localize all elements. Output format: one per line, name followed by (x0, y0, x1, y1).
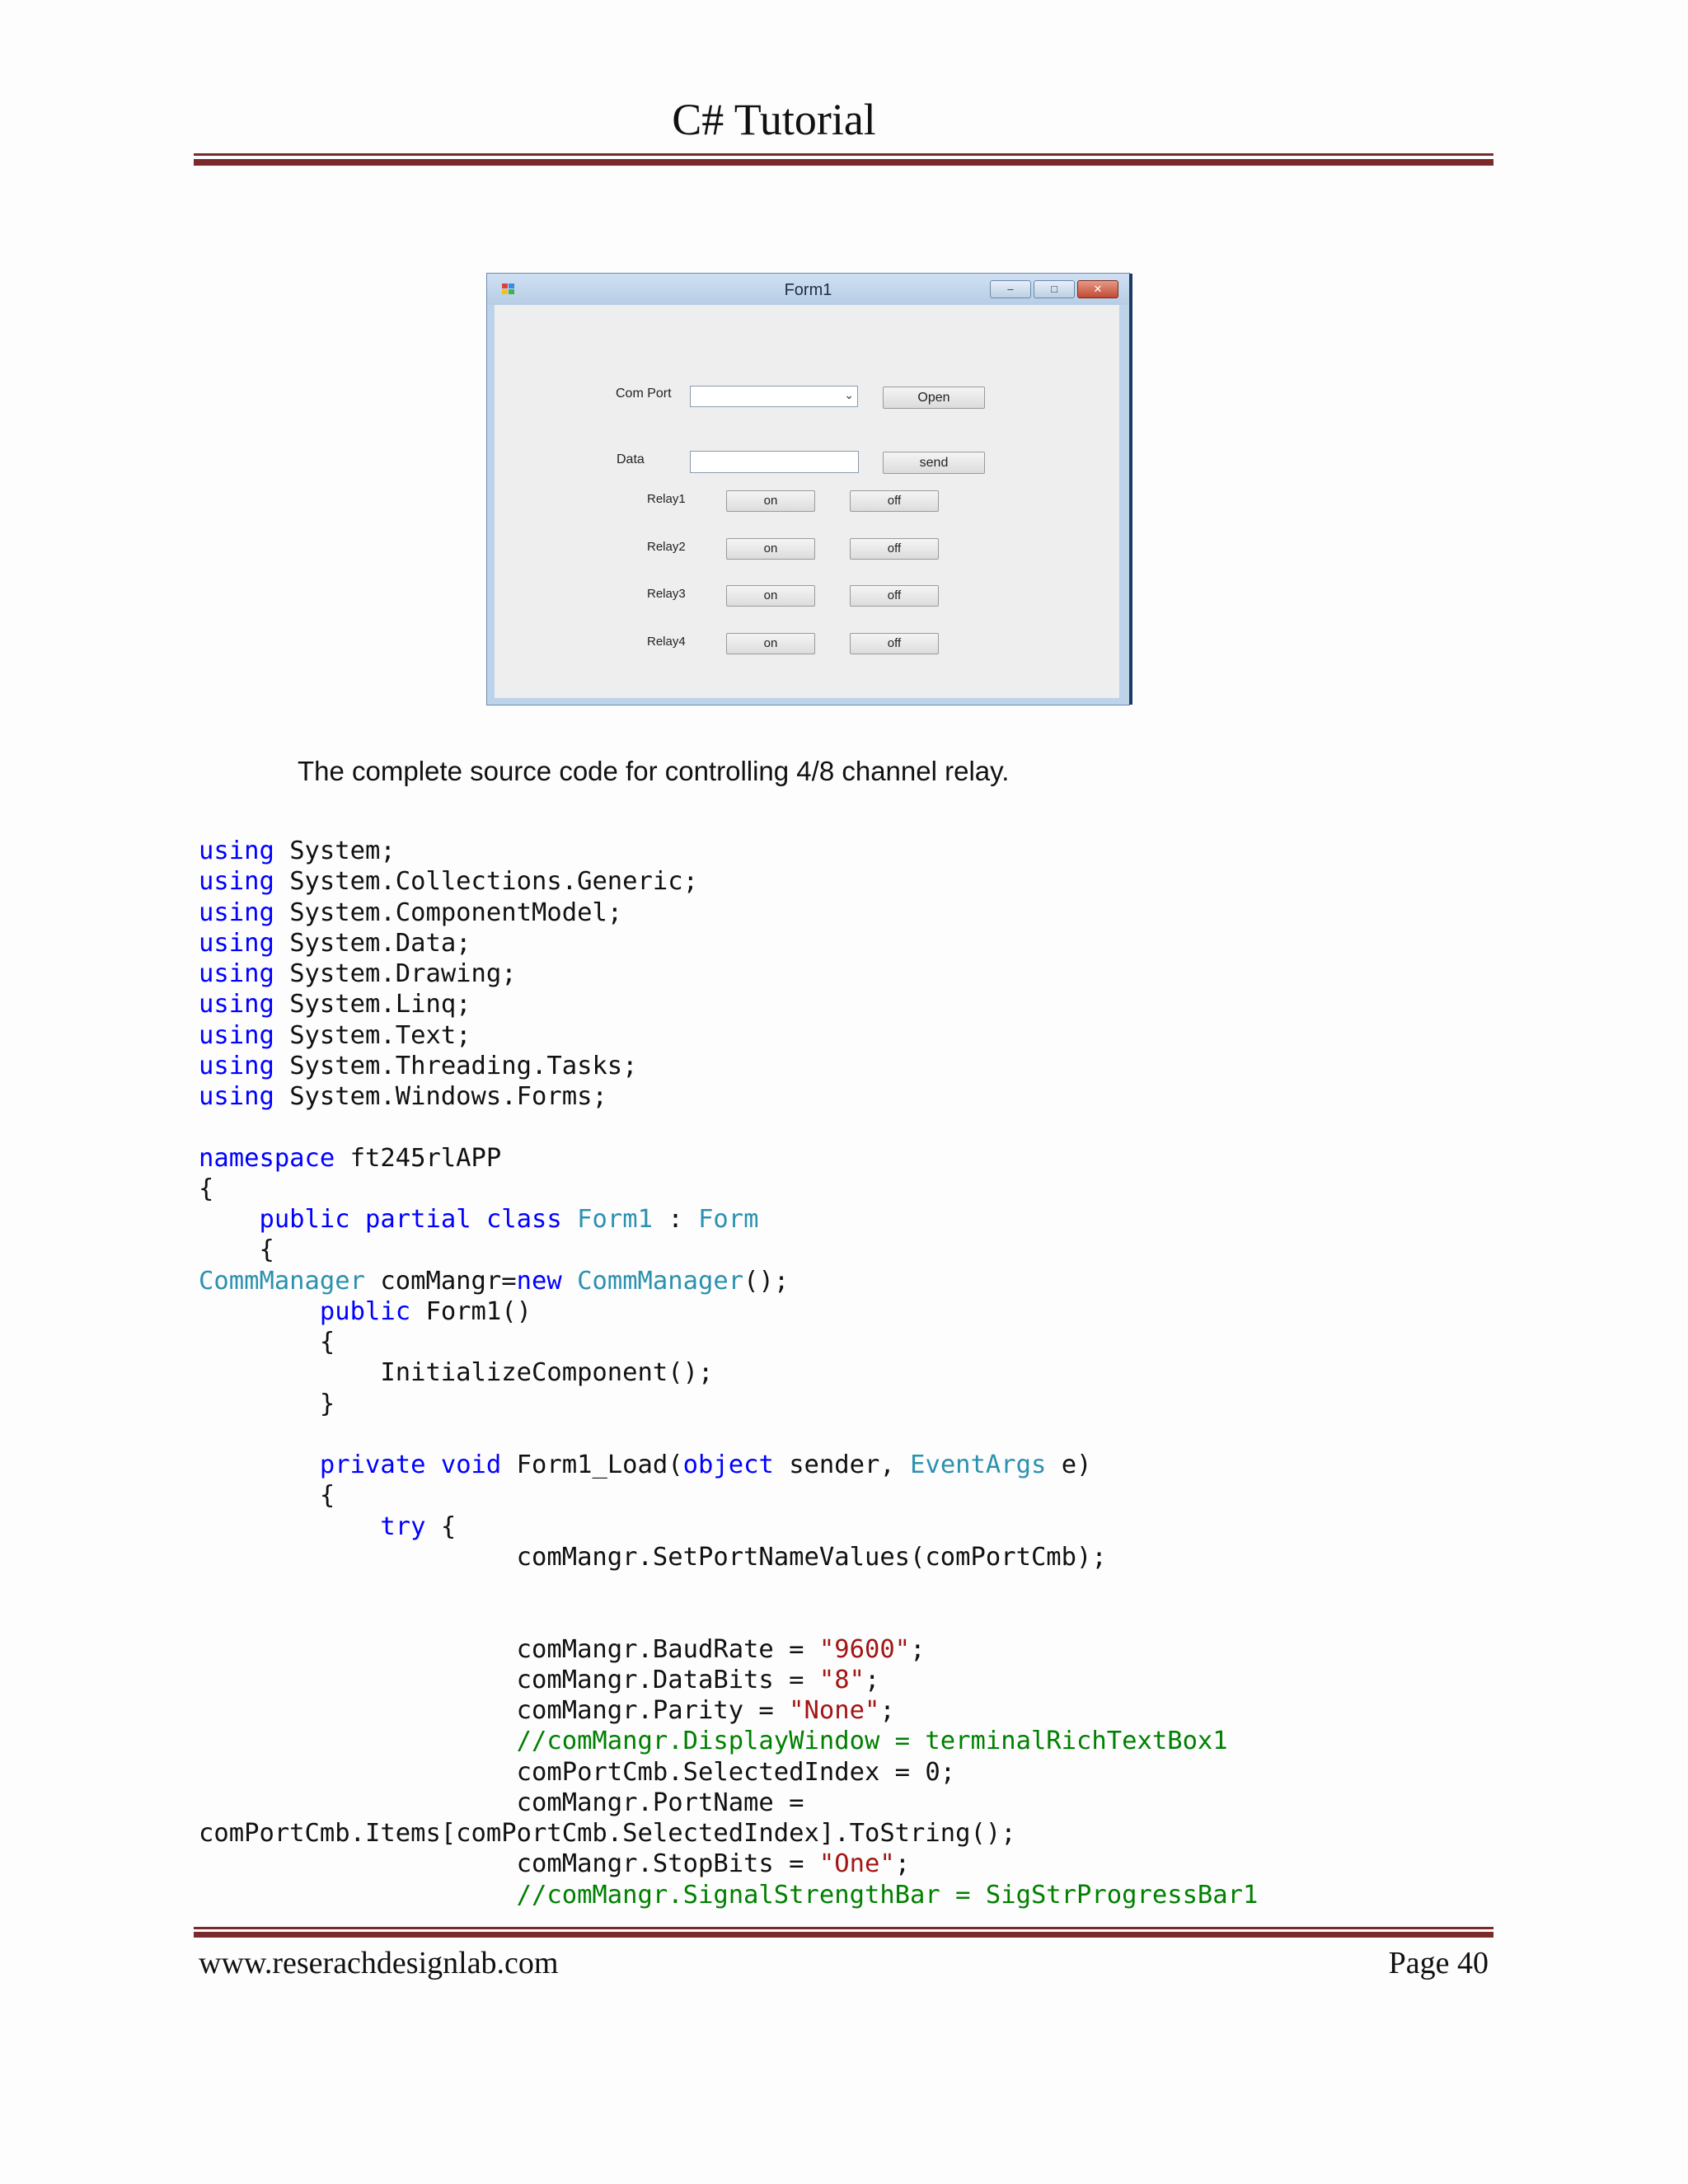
code-token: using (199, 1051, 274, 1080)
code-line (199, 1020, 1258, 1051)
com-port-label: Com Port (616, 387, 672, 401)
data-input[interactable] (690, 451, 859, 473)
code-token: //comMangr.DisplayWindow = terminalRichTextBox1 (199, 1727, 1228, 1756)
code-line (199, 1112, 1258, 1142)
data-label: Data (617, 452, 645, 466)
code-line (199, 1726, 1258, 1756)
code-token: InitializeComponent(); (199, 1358, 714, 1388)
code-token (350, 1205, 365, 1234)
code-line (199, 1266, 1258, 1296)
relay-label: Relay4 (647, 635, 686, 649)
code-line (199, 1450, 1258, 1480)
code-line (199, 1572, 1258, 1603)
code-token (425, 1451, 440, 1479)
code-token: { (199, 1328, 335, 1357)
code-token: (); (743, 1266, 790, 1296)
code-token: e) (1046, 1451, 1092, 1479)
code-token (471, 1205, 486, 1234)
code-token: comMangr= (365, 1266, 517, 1296)
relay-off-button[interactable]: off (850, 585, 939, 607)
code-token (562, 1267, 577, 1296)
code-line (199, 1174, 1258, 1204)
code-token: using (199, 1082, 274, 1111)
code-token: System.Collections.Generic; (274, 867, 698, 897)
relay-on-button[interactable]: on (726, 585, 815, 607)
relay-on-button[interactable]: on (726, 538, 815, 560)
window-client-area (495, 305, 1119, 698)
footer-page-number: Page 40 (1388, 1946, 1489, 1980)
close-button[interactable]: ✕ (1077, 280, 1118, 298)
window-edge (1129, 274, 1132, 705)
code-token: partial (365, 1205, 471, 1234)
code-token: comPortCmb.SelectedIndex = 0; (199, 1757, 956, 1787)
code-token: { (199, 1235, 274, 1265)
code-token: private (319, 1451, 426, 1479)
relay-on-button[interactable]: on (726, 633, 815, 654)
code-token: namespace (199, 1143, 335, 1173)
code-line (199, 1235, 1258, 1265)
code-token: Form1 (577, 1205, 653, 1234)
code-token: System.Drawing; (274, 959, 517, 988)
code-line (199, 1480, 1258, 1511)
code-token: //comMangr.SignalStrengthBar = SigStrProgressBar1 (199, 1880, 1259, 1910)
code-token: Form (698, 1205, 759, 1234)
relay-off-button[interactable]: off (850, 490, 939, 512)
code-line (199, 1357, 1258, 1388)
code-token: Form1_Load( (501, 1451, 683, 1479)
code-token: try (380, 1511, 426, 1541)
code-token: public (259, 1205, 350, 1234)
code-token: CommManager (199, 1266, 365, 1296)
code-token (562, 1205, 577, 1234)
code-token: comPortCmb.Items[comPortCmb.SelectedIndex].ToString(); (199, 1819, 1016, 1848)
minimize-button[interactable]: – (990, 280, 1031, 298)
code-line (199, 1880, 1258, 1910)
code-token: : (652, 1205, 699, 1234)
code-token: System.ComponentModel; (274, 898, 623, 927)
code-token: ; (864, 1665, 880, 1694)
figure-caption: The complete source code for controlling 4/8 channel relay. (298, 756, 1010, 786)
com-port-combo[interactable] (690, 386, 858, 407)
code-token: System.Linq; (274, 990, 471, 1019)
code-line (199, 1143, 1258, 1174)
code-token: System.Data; (274, 928, 471, 958)
code-line (199, 1204, 1258, 1235)
code-token: "None" (789, 1696, 880, 1725)
code-line (199, 1634, 1258, 1665)
code-line (199, 1051, 1258, 1081)
code-token: ; (894, 1849, 911, 1879)
code-token: System.Windows.Forms; (274, 1082, 607, 1111)
code-token: { (425, 1511, 457, 1541)
code-line (199, 1081, 1258, 1112)
code-token: Form1() (410, 1296, 532, 1326)
page-header-title: C# Tutorial (672, 95, 876, 144)
code-token: ; (910, 1634, 926, 1664)
code-token: { (199, 1174, 214, 1203)
footer-rule (194, 1927, 1493, 1938)
code-line (199, 1542, 1258, 1572)
code-token: using (199, 959, 274, 988)
window-titlebar (487, 274, 1129, 305)
code-token: ; (879, 1696, 895, 1725)
code-line (199, 989, 1258, 1019)
code-token: comMangr.SetPortNameValues(comPortCmb); (199, 1542, 1107, 1572)
send-button[interactable]: send (883, 452, 985, 474)
code-line (199, 1695, 1258, 1726)
code-token: sender, (773, 1451, 911, 1479)
code-token (199, 1512, 380, 1541)
code-token: } (199, 1389, 335, 1418)
code-token: void (440, 1451, 502, 1479)
code-token: "One" (818, 1849, 895, 1879)
code-token: System.Text; (274, 1020, 471, 1050)
code-token: using (199, 837, 274, 865)
relay-on-button[interactable]: on (726, 490, 815, 512)
code-line (199, 1511, 1258, 1542)
code-token: comMangr.Parity = (199, 1696, 790, 1725)
window-title: Form1 (784, 281, 832, 299)
code-line (199, 1327, 1258, 1357)
relay-off-button[interactable]: off (850, 538, 939, 560)
open-button[interactable]: Open (883, 387, 985, 409)
code-token: comMangr.BaudRate = (199, 1634, 819, 1664)
code-token: object (682, 1451, 774, 1479)
code-line (199, 1849, 1258, 1879)
code-line (199, 1419, 1258, 1450)
header-rule (194, 153, 1493, 166)
code-token: class (485, 1205, 562, 1234)
code-token (199, 1451, 320, 1479)
code-line (199, 866, 1258, 897)
code-line (199, 1757, 1258, 1788)
code-listing (199, 836, 1258, 1910)
code-token: CommManager (577, 1266, 744, 1296)
code-token: using (199, 928, 274, 958)
chevron-down-icon: ⌄ (844, 388, 854, 401)
code-token: comMangr.PortName = (199, 1788, 804, 1817)
code-line (199, 898, 1258, 928)
code-line (199, 1603, 1258, 1633)
code-token: using (199, 1020, 274, 1050)
code-line (199, 928, 1258, 958)
relay-label: Relay1 (647, 492, 686, 506)
maximize-button[interactable]: □ (1034, 280, 1075, 298)
code-token (199, 1205, 259, 1234)
relay-label: Relay2 (647, 540, 686, 554)
code-token: System; (274, 837, 396, 865)
relay-label: Relay3 (647, 587, 686, 601)
code-line (199, 958, 1258, 989)
code-line (199, 1788, 1258, 1818)
code-token: new (516, 1266, 562, 1296)
footer-website: www.reserachdesignlab.com (199, 1946, 559, 1980)
code-token: "9600" (818, 1634, 911, 1664)
code-token: comMangr.StopBits = (199, 1849, 819, 1879)
code-line (199, 1389, 1258, 1419)
form1-window-figure (486, 273, 1130, 705)
code-line (199, 1818, 1258, 1849)
code-token: System.Threading.Tasks; (274, 1051, 638, 1080)
relay-off-button[interactable]: off (850, 633, 939, 654)
code-token (199, 1297, 320, 1326)
code-token: comMangr.DataBits = (199, 1665, 819, 1694)
code-line (199, 836, 1258, 866)
code-token: public (319, 1296, 411, 1326)
code-token: using (199, 898, 274, 927)
code-token: using (199, 990, 274, 1019)
code-token: { (199, 1481, 335, 1511)
code-token: EventArgs (910, 1451, 1047, 1479)
code-token: "8" (818, 1665, 865, 1694)
code-line (199, 1296, 1258, 1327)
code-line (199, 1665, 1258, 1695)
code-token: using (199, 867, 274, 897)
code-token: ft245rlAPP (335, 1143, 502, 1173)
